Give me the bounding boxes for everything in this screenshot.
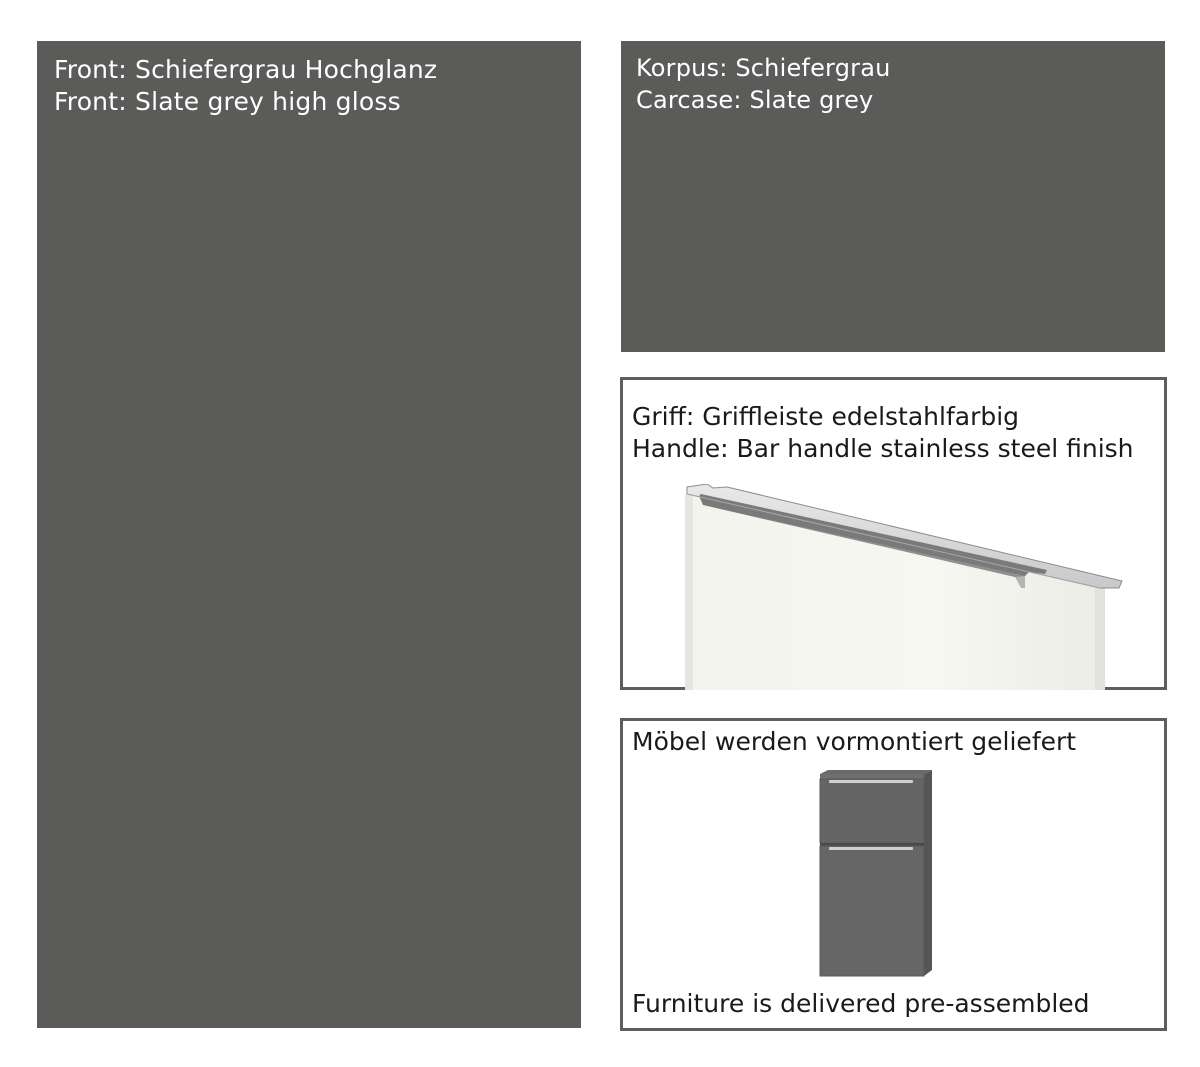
front-label-en: Front: Slate grey high gloss — [54, 87, 401, 116]
carcase-color-swatch — [621, 41, 1165, 352]
carcase-label-en: Carcase: Slate grey — [636, 86, 874, 114]
handle-label-de: Griff: Griffleiste edelstahlfarbig — [632, 402, 1020, 431]
front-label-de: Front: Schiefergrau Hochglanz — [54, 55, 438, 84]
carcase-label-de: Korpus: Schiefergrau — [636, 54, 891, 82]
handle-info-box — [620, 377, 1167, 690]
cabinet-image — [817, 766, 937, 981]
front-color-swatch — [37, 41, 581, 1028]
carcase-label — [636, 52, 891, 116]
front-label — [54, 54, 437, 118]
assembly-info-box — [620, 718, 1167, 1031]
assembly-label-en: Furniture is delivered pre-assembled — [632, 989, 1090, 1018]
handle-label-en: Handle: Bar handle stainless steel finish — [632, 434, 1134, 463]
bar-handle-image — [685, 484, 1135, 690]
assembly-label-de: Möbel werden vormontiert geliefert — [632, 727, 1077, 756]
handle-label — [632, 401, 1134, 465]
